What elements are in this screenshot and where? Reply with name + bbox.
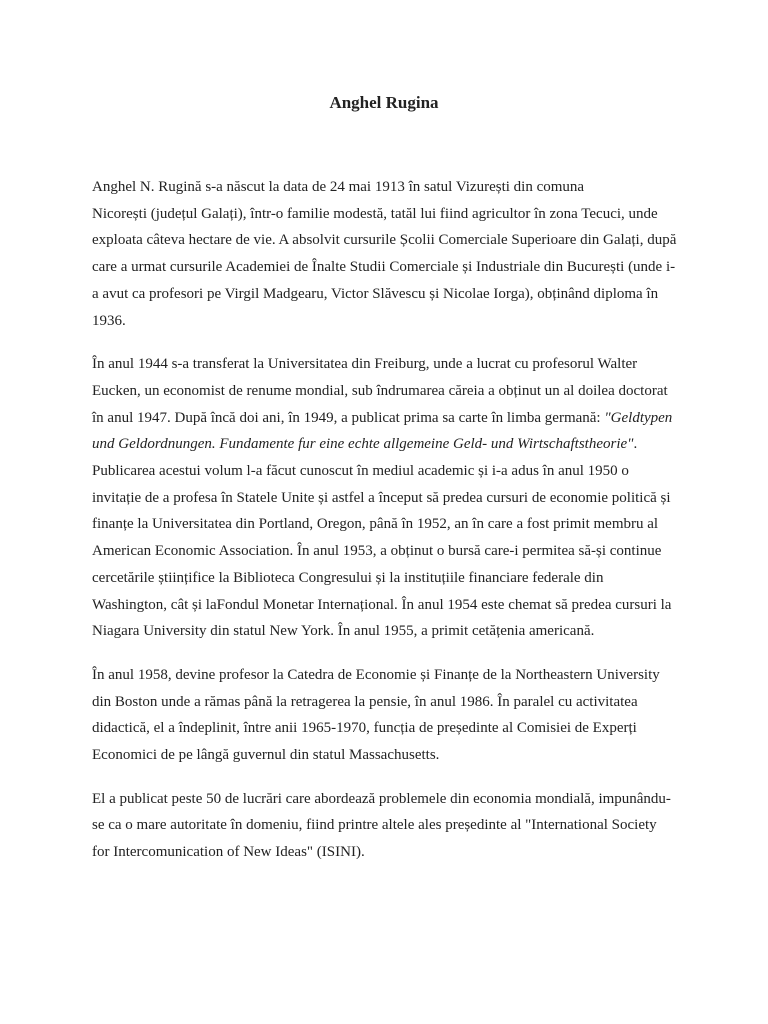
- text-line: [92, 281, 672, 308]
- text-line: [92, 839, 672, 866]
- document-body: [92, 174, 677, 883]
- text-segment: for Intercomunication of New Ideas" (ISINI).: [92, 844, 365, 861]
- text-line: [92, 511, 672, 538]
- text-line: [92, 431, 672, 458]
- text-line: [92, 812, 672, 839]
- text-line: [92, 618, 672, 645]
- text-line: [92, 742, 672, 769]
- text-segment: Nicorești (județul Galați), într-o familie modestă, tatăl lui fiind agricultor în zona Tecuci, unde: [92, 205, 658, 222]
- text-segment: American Economic Association. În anul 1953, a obținut o bursă care-i permitea să-și continue: [92, 543, 662, 560]
- document-title: Anghel Rugina: [329, 93, 439, 112]
- text-line: [92, 227, 677, 254]
- text-segment: care a urmat cursurile Academiei de Înalte Studii Comerciale și Industriale din București (unde i-: [92, 259, 676, 276]
- text-line: [92, 662, 672, 689]
- text-line: [92, 538, 672, 565]
- text-segment: Eucken, un economist de renume mondial, sub îndrumarea căreia a obținut un al doilea doctorat: [92, 382, 668, 399]
- text-segment: exploata câteva hectare de vie. A absolvit cursurile Școlii Comerciale Superioare din Galați, după: [92, 232, 677, 249]
- text-line: [92, 592, 672, 619]
- text-line: [92, 201, 672, 228]
- text-segment: a avut ca profesori pe Virgil Madgearu, Victor Slăvescu și Nicolae Iorga), obținând diploma în: [92, 285, 659, 302]
- text-line: [92, 786, 672, 813]
- paragraph: [92, 786, 672, 866]
- text-segment: se ca o mare autoritate în domeniu, fiind printre altele ales președinte al "International Society: [92, 817, 657, 834]
- text-segment: invitație de a profesa în Statele Unite și astfel a început să predea cursuri de economie politică și: [92, 489, 671, 506]
- paragraph: [92, 174, 677, 334]
- text-segment: Washington, cât și laFondul Monetar Internațional. În anul 1954 este chemat să predea cursuri la: [92, 596, 672, 613]
- text-segment: Economici de pe lângă guvernul din statul Massachusetts.: [92, 747, 440, 764]
- text-segment: finanțe la Universitatea din Portland, Oregon, până în 1952, an în care a fost primit membru al: [92, 516, 659, 533]
- text-line: [92, 254, 676, 281]
- text-segment: .: [633, 436, 638, 453]
- text-segment: Niagara University din statul New York. În anul 1955, a primit cetățenia americană.: [92, 623, 595, 640]
- text-segment: În anul 1958, devine profesor la Catedra de Economie și Finanțe de la Northeastern University: [92, 666, 660, 683]
- text-line: [92, 565, 672, 592]
- text-line: [92, 458, 672, 485]
- text-segment: Anghel N. Rugină s-a născut la data de 24 mai 1913 în satul Vizurești din comuna: [92, 179, 585, 195]
- paragraph: [92, 662, 672, 769]
- text-segment: În anul 1944 s-a transferat la Universitatea din Freiburg, unde a lucrat cu profesorul Walter: [92, 356, 638, 373]
- text-segment: didactică, el a îndeplinit, între anii 1965-1970, funcția de președinte al Comisiei de Experți: [92, 720, 637, 737]
- text-segment: El a publicat peste 50 de lucrări care abordează problemele din economia mondială, impunându-: [92, 790, 671, 807]
- text-line: [92, 715, 672, 742]
- text-line: [92, 405, 672, 432]
- text-line: [92, 174, 672, 201]
- text-segment: 1936.: [92, 312, 126, 329]
- paragraph: [92, 351, 672, 645]
- text-line: [92, 378, 672, 405]
- text-segment: din Boston unde a rămas până la retragerea la pensie, în anul 1986. În paralel cu activitatea: [92, 693, 638, 710]
- italic-text: "Geldtypen: [604, 409, 673, 426]
- text-segment: Publicarea acestui volum l-a făcut cunoscut în mediul academic și i-a adus în anul 1950 o: [92, 463, 629, 480]
- italic-text: und Geldordnungen. Fundamente fur eine echte allgemeine Geld- und Wirtschaftstheorie": [92, 436, 634, 453]
- text-line: [92, 485, 672, 512]
- text-line: [92, 689, 672, 716]
- text-segment: cercetările științifice la Biblioteca Congresului și la instituțiile financiare federale din: [92, 569, 604, 586]
- text-line: [92, 351, 672, 378]
- text-segment: în anul 1947. După încă doi ani, în 1949, a publicat prima sa carte în limba germană:: [92, 409, 605, 426]
- text-line: [92, 308, 672, 335]
